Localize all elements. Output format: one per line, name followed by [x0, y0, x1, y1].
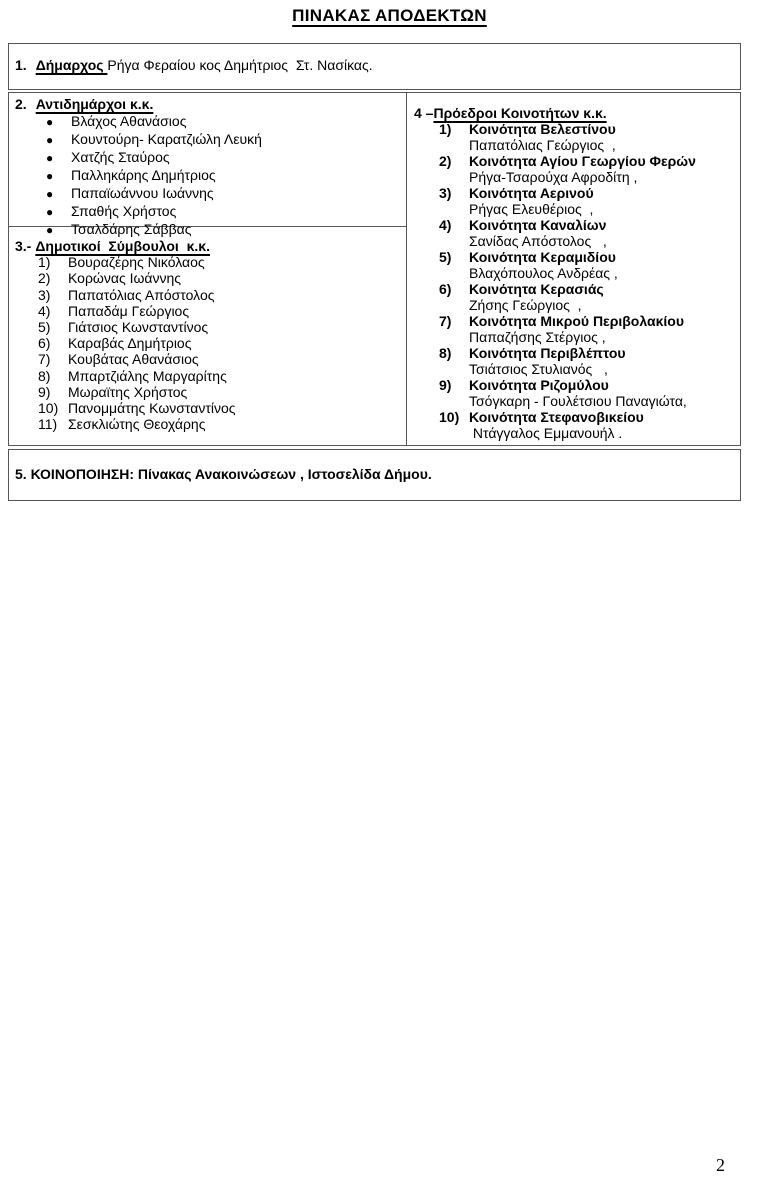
- community-name: Κοινότητα Καναλίων: [469, 217, 607, 233]
- councilor-name: Παπατόλιας Απόστολος: [68, 286, 215, 303]
- councilor-number: 3): [38, 286, 51, 303]
- councilors-heading-text: Δημοτικοί Σύμβουλοι κ.κ.: [35, 238, 210, 254]
- community-number: 9): [439, 377, 452, 393]
- councilor-item: [15, 287, 402, 303]
- councilor-item: [15, 254, 402, 270]
- councilor-name: Γιάτσιος Κωνσταντίνος: [68, 319, 209, 336]
- community-name: Κοινότητα Αγίου Γεωργίου Φερών: [469, 153, 696, 169]
- deputy-mayors-heading-text: Αντιδημάρχοι κ.κ.: [35, 96, 154, 112]
- mayor-section-number: 1.: [15, 57, 27, 73]
- community-name-row: [414, 377, 736, 393]
- deputy-mayor-name: Παλληκάρης Δημήτριος: [71, 167, 216, 183]
- community-president-name: Τσιάτσιος Στυλιανός ,: [469, 361, 608, 377]
- mayor-name: Ρήγα Φεραίου κος Δημήτριος Στ. Νασίκας.: [107, 57, 373, 73]
- councilor-item: [15, 351, 402, 367]
- councilor-item: [15, 303, 402, 319]
- page-title: ΠΙΝΑΚΑΣ ΑΠΟΔΕΚΤΩΝ: [292, 6, 487, 25]
- community-entry: [414, 409, 736, 441]
- deputy-mayor-item: [15, 203, 402, 221]
- councilor-name: Μωραϊτης Χρήστος: [68, 383, 188, 400]
- deputy-mayor-item: [15, 167, 402, 185]
- councilor-item: [15, 319, 402, 335]
- community-name: Κοινότητα Περιβλέπτου: [469, 345, 626, 361]
- community-name: Κοινότητα Βελεστίνου: [469, 121, 616, 137]
- deputy-mayor-item: [15, 149, 402, 167]
- deputy-mayor-item: [15, 113, 402, 131]
- deputy-mayors-section-number: 2.: [15, 96, 27, 112]
- community-name: Κοινότητα Μικρού Περιβολακίου: [469, 313, 684, 329]
- councilor-number: 5): [38, 319, 51, 336]
- councilor-number: 6): [38, 335, 51, 352]
- councilor-number: 1): [38, 254, 51, 271]
- councilor-item: [15, 368, 402, 384]
- mayor-section: [8, 43, 741, 90]
- community-name: Κοινότητα Στεφανοβικείου: [469, 409, 644, 425]
- deputy-mayor-name: Παπαϊωάννου Ιωάννης: [71, 185, 214, 201]
- community-entry: [414, 217, 736, 249]
- deputy-mayors-list: [15, 113, 402, 239]
- deputy-mayors-heading: [15, 96, 402, 113]
- community-entry: [414, 281, 736, 313]
- councilors-heading: [15, 238, 402, 254]
- councilor-number: 4): [38, 302, 51, 319]
- community-name-row: [414, 345, 736, 361]
- bullet-icon: ●: [46, 169, 54, 183]
- bullet-icon: ●: [46, 151, 54, 165]
- deputy-mayor-item: [15, 185, 402, 203]
- community-name: Κοινότητα Κεραμιδίου: [469, 249, 616, 265]
- deputy-mayors-section: [9, 93, 406, 237]
- community-number: 3): [439, 185, 452, 201]
- notification-section: [8, 449, 741, 501]
- bullet-icon: ●: [46, 187, 54, 201]
- community-number: 10): [439, 409, 460, 425]
- councilor-item: [15, 384, 402, 400]
- community-number: 4): [439, 217, 452, 233]
- community-entry: [414, 121, 736, 153]
- community-name-row: [414, 249, 736, 265]
- community-entry: [414, 345, 736, 377]
- community-presidents-section: [406, 92, 741, 446]
- community-president-name: Παπαζήσης Στέργιος ,: [469, 329, 606, 345]
- councilor-number: 11): [38, 416, 58, 433]
- deputy-mayor-name: Τσαλδάρης Σάββας: [71, 221, 192, 237]
- community-president-name: Ρήγα-Τσαρούχα Αφροδίτη ,: [469, 169, 638, 185]
- community-name-row: [414, 409, 736, 425]
- councilor-name: Μπαρτζιάλης Μαργαρίτης: [68, 367, 227, 384]
- deputy-mayor-name: Βλάχος Αθανάσιος: [71, 113, 187, 129]
- community-number: 5): [439, 249, 452, 265]
- councilor-name: Βουραζέρης Νικόλαος: [68, 254, 205, 271]
- community-presidents-section-number: 4 –: [414, 105, 434, 121]
- bullet-icon: ●: [46, 115, 54, 129]
- community-name: Κοινότητα Αερινού: [469, 185, 594, 201]
- community-entry: [414, 249, 736, 281]
- councilor-item: [15, 335, 402, 351]
- community-entry: [414, 153, 736, 185]
- councilors-list: [15, 254, 402, 432]
- councilor-number: 8): [38, 367, 51, 384]
- community-presidents-heading-text: Πρόεδροι Κοινοτήτων κ.κ.: [433, 105, 607, 121]
- community-entry: [414, 313, 736, 345]
- community-name-row: [414, 313, 736, 329]
- councilor-number: 2): [38, 270, 51, 287]
- councilor-name: Κουβάτας Αθανάσιος: [68, 351, 199, 368]
- page-number: 2: [716, 1155, 725, 1175]
- deputy-mayor-item: [15, 131, 402, 149]
- community-president-name: Ντάγγαλος Εμμανουήλ .: [469, 425, 623, 441]
- community-president-name: Ζήσης Γεώργιος ,: [469, 297, 582, 313]
- community-president-name: Βλαχόπουλος Ανδρέας ,: [469, 265, 618, 281]
- councilors-section-number: 3.-: [15, 238, 32, 254]
- councilor-item: [15, 416, 402, 432]
- deputy-mayor-name: Κουντούρη- Καρατζιώλη Λευκή: [71, 131, 262, 147]
- councilor-name: Κορώνας Ιωάννης: [68, 270, 182, 287]
- councilor-item: [15, 270, 402, 286]
- community-president-name: Ρήγας Ελευθέριος ,: [469, 201, 594, 217]
- community-number: 7): [439, 313, 452, 329]
- community-name-row: [414, 153, 736, 169]
- community-number: 2): [439, 153, 452, 169]
- deputy-mayor-name: Σπαθής Χρήστος: [71, 203, 177, 219]
- community-president-name: Παπατόλιας Γεώργιος ,: [469, 137, 616, 153]
- councilors-section: [9, 227, 406, 432]
- community-name: Κοινότητα Ριζομύλου: [469, 377, 609, 393]
- community-name-row: [414, 121, 736, 137]
- mayor-label: Δήμαρχος: [35, 57, 108, 73]
- community-president-name: Σανίδας Απόστολος ,: [469, 233, 607, 249]
- councilor-number: 7): [38, 351, 51, 368]
- deputy-mayor-name: Χατζής Σταύρος: [71, 149, 170, 165]
- community-name-row: [414, 185, 736, 201]
- community-number: 1): [439, 121, 452, 137]
- councilor-name: Καραβάς Δημήτριος: [68, 335, 192, 352]
- community-entry: [414, 185, 736, 217]
- community-presidents-list: [414, 121, 736, 441]
- community-entry: [414, 377, 736, 409]
- community-name: Κοινότητα Κερασιάς: [469, 281, 604, 297]
- bullet-icon: ●: [46, 133, 54, 147]
- notification-text: 5. ΚΟΙΝΟΠΟΙΗΣΗ: Πίνακας Ανακοινώσεων , Ιστοσελίδα Δήμου.: [15, 466, 432, 482]
- community-presidents-heading: [414, 105, 736, 121]
- councilor-name: Σεσκλιώτης Θεοχάρης: [68, 416, 206, 433]
- community-name-row: [414, 217, 736, 233]
- bullet-icon: ●: [46, 205, 54, 219]
- councilor-name: Πανομμάτης Κωνσταντίνος: [68, 400, 236, 417]
- community-president-name: Τσόγκαρη - Γουλέτσιου Παναγιώτα,: [469, 393, 687, 409]
- left-column: [8, 92, 406, 446]
- community-name-row: [414, 281, 736, 297]
- councilor-name: Παπαδάμ Γεώργιος: [68, 302, 190, 319]
- community-number: 8): [439, 345, 452, 361]
- councilor-item: [15, 400, 402, 416]
- community-number: 6): [439, 281, 452, 297]
- councilor-number: 9): [38, 383, 51, 400]
- councilor-number: 10): [38, 400, 59, 417]
- bullet-icon: ●: [46, 223, 54, 237]
